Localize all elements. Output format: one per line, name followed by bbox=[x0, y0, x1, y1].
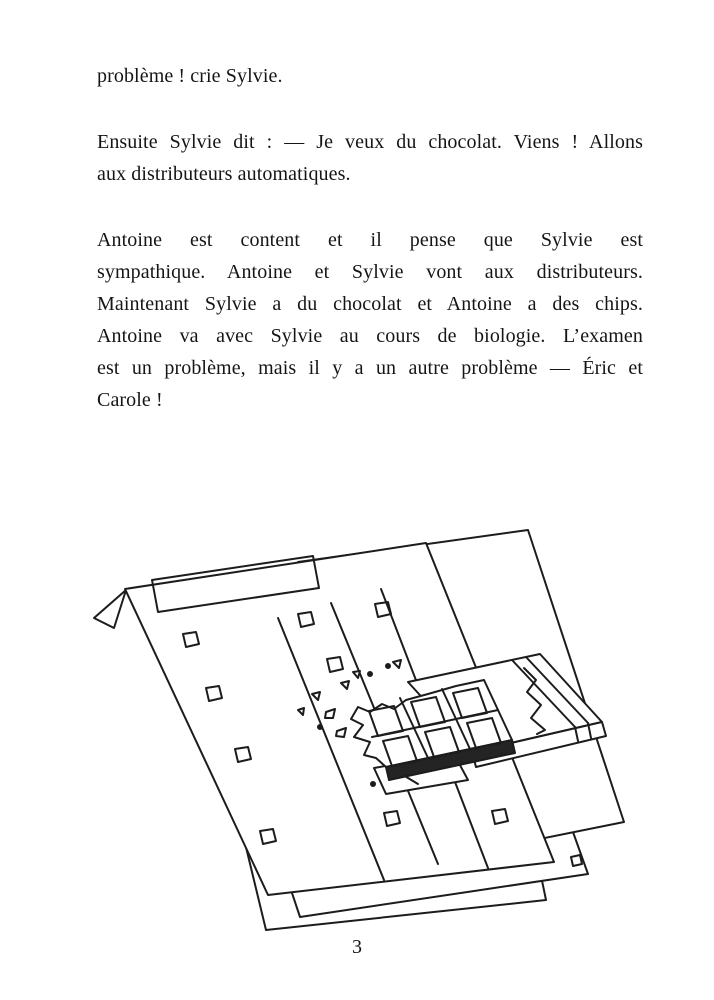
text-line: problème ! crie Sylvie. bbox=[97, 65, 283, 87]
text-line: sympathique. Antoine et Sylvie vont aux distributeurs. bbox=[97, 261, 643, 283]
illustration bbox=[88, 522, 633, 934]
text-line: Antoine est content et il pense que Sylvie est bbox=[97, 229, 643, 251]
text-line: Carole ! bbox=[97, 389, 163, 411]
paragraph-3 bbox=[97, 224, 643, 416]
paper-corner-left bbox=[94, 590, 126, 628]
text-line: est un problème, mais il y a un autre problème — Éric et bbox=[97, 357, 643, 379]
text-line: Maintenant Sylvie a du chocolat et Antoine a des chips. bbox=[97, 293, 643, 315]
paragraph-2 bbox=[97, 126, 643, 190]
text-block bbox=[97, 60, 643, 450]
text-line: aux distributeurs automatiques. bbox=[97, 163, 351, 185]
text-line: Antoine va avec Sylvie au cours de biologie. L’examen bbox=[97, 325, 643, 347]
text-line: Ensuite Sylvie dit : — Je veux du chocolat. Viens ! Allons bbox=[97, 131, 643, 153]
paragraph-1 bbox=[97, 60, 643, 92]
exam-papers-chocolate-illustration bbox=[88, 522, 633, 934]
page-number: 3 bbox=[352, 936, 362, 958]
